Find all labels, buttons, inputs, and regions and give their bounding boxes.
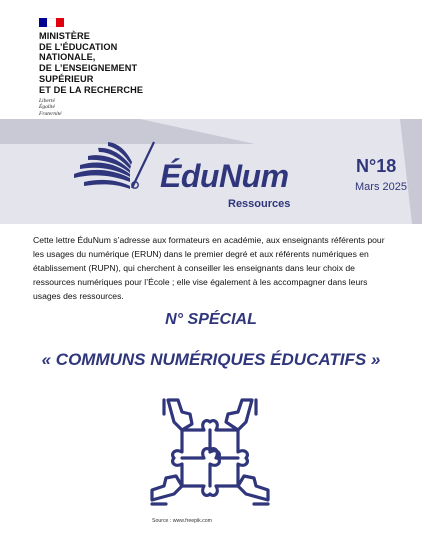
motto-line: Égalité <box>39 104 55 111</box>
issue-date: Mars 2025 <box>355 181 407 193</box>
ministry-line: MINISTÈRE <box>39 31 90 41</box>
image-source: Source : www.freepik.com <box>152 518 212 524</box>
ministry-line: DE L’ÉDUCATION <box>39 41 118 52</box>
special-label: N° SPÉCIAL <box>165 311 257 328</box>
french-flag-icon <box>39 18 64 27</box>
ministry-logo <box>39 18 143 117</box>
brand-subtitle: Ressources <box>228 198 291 210</box>
ministry-line: SUPÉRIEUR <box>39 73 94 84</box>
motto-line: Liberté <box>39 98 55 105</box>
ministry-line: DE L’ENSEIGNEMENT <box>39 63 138 74</box>
intro-paragraph: Cette lettre ÉduNum s’adresse aux formateurs en académie, aux enseignants référents pour les usages du numérique (ERUN) dans le premier degré et aux référents numériques en établissement (RUPN), qui cherchent à conseiller les enseignants dans leur choix de ressources numériques pour l’École ; elle vise également à les accompagner dans leurs usages des ressources. <box>33 235 385 301</box>
puzzle-hands-icon <box>148 396 272 518</box>
issue-number: N°18 <box>356 156 397 176</box>
ministry-line: NATIONALE, <box>39 52 96 63</box>
main-title: « COMMUNS NUMÉRIQUES ÉDUCATIFS » <box>41 350 381 369</box>
book-wings-icon <box>72 138 162 196</box>
republic-motto <box>39 98 143 117</box>
ministry-line: ET DE LA RECHERCHE <box>39 84 144 95</box>
ministry-name <box>39 31 143 95</box>
motto-line: Fraternité <box>39 110 62 117</box>
brand-name: ÉduNum <box>160 158 289 194</box>
